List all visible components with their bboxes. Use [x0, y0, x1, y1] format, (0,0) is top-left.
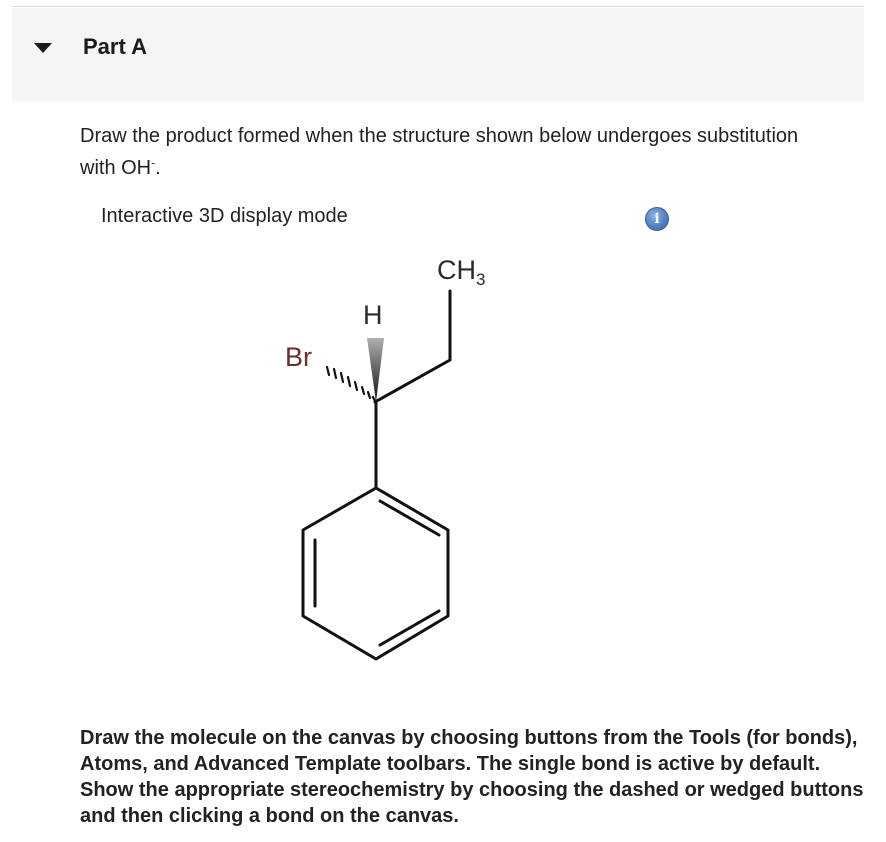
question-main: Draw the product formed when the structure shown below undergoes substitution with OH: [80, 125, 799, 179]
part-title[interactable]: Part A: [83, 34, 147, 59]
display-mode-label[interactable]: Interactive 3D display mode: [101, 205, 348, 227]
group-label-ch3: [437, 255, 486, 289]
group-label-subscript: 3: [476, 270, 486, 289]
atom-label-h: H: [363, 300, 383, 330]
bond-c1-c2: [375, 360, 450, 402]
info-icon[interactable]: i: [645, 207, 669, 231]
benzene-ring: [303, 488, 448, 659]
question-text: [80, 120, 820, 184]
ring-double-bond-2: [380, 611, 439, 645]
caret-down-icon[interactable]: [34, 43, 52, 53]
top-divider: [12, 6, 864, 7]
question-end: .: [155, 157, 161, 179]
hash-bond-br: [327, 367, 375, 401]
instructions-text: Draw the molecule on the canvas by choosing buttons from the Tools (for bonds), Atoms, and Advanced Template toolbars. The single bond is active by default. Show the appropriate stereochemistry by choosing the dashed or wedged buttons and then clicking a bond on the canvas.: [80, 727, 864, 827]
group-label-ch: CH: [437, 255, 476, 285]
hydroxide-charge: -: [151, 155, 156, 170]
wedge-bond-h: [367, 338, 384, 402]
ring-double-bond-1: [380, 501, 439, 535]
atom-label-br: Br: [285, 342, 312, 372]
